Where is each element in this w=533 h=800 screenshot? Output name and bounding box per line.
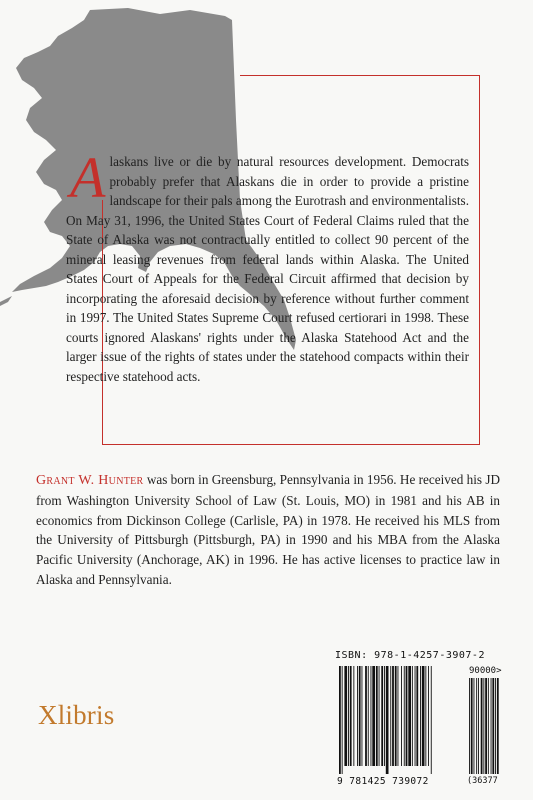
- barcode-bar: [401, 666, 402, 766]
- barcode-bar: [428, 666, 429, 766]
- barcode-addon-bar: [495, 678, 496, 774]
- barcode-bar: [353, 666, 354, 766]
- barcode-bar: [339, 666, 341, 774]
- publisher-name: Xlibris: [38, 700, 115, 730]
- barcode-bar: [416, 666, 418, 766]
- blurb-text: laskans live or die by natural resources development. Democrats probably prefer that Alaskans die in order to provide a pristine landscape for their pals among the Eurotrash and environmentalists. On May 31, 1996, the United States Court of Federal Claims ruled that the State of Alaska was not contractually entitled to collect 90 percent of the mineral leasing revenues from federal lands within Alaska. The United States Court of Appeals for the Federal Circuit affirmed that decision by incorporating the aforesaid decision by reference without further comment in 1997. The United States Supreme Court refused certiorari in 1998. These courts ignored Alaskans' rights under the Alaska Statehood Act and the larger issue of the rights of states under the statehood compacts within their respective statehood acts.: [66, 154, 469, 384]
- barcode-addon-bar: [474, 678, 475, 774]
- barcode-bar: [379, 666, 380, 766]
- barcode-addon-digits: (36377: [467, 776, 498, 786]
- author-bio: [36, 470, 500, 590]
- drop-cap: A: [70, 145, 106, 210]
- barcode-bar: [348, 666, 349, 766]
- barcode-addon-bar: [492, 678, 494, 774]
- barcode-bar: [359, 666, 361, 766]
- barcode-bar: [406, 666, 408, 766]
- barcode-addon-bar: [471, 678, 473, 774]
- barcode-bar: [342, 666, 343, 774]
- barcode-addon-bar: [476, 678, 477, 774]
- barcode-bar: [390, 666, 391, 766]
- barcode-bar: [425, 666, 426, 766]
- publisher-logo: [38, 700, 148, 736]
- barcode-bar: [362, 666, 363, 766]
- barcode-bar: [431, 666, 432, 774]
- barcode-addon-bar: [491, 678, 492, 774]
- barcode-bar: [357, 666, 358, 766]
- barcode-bar: [365, 666, 367, 766]
- barcode-bar: [372, 666, 375, 766]
- barcode-addon-bar: [481, 678, 483, 774]
- back-cover-blurb: [66, 145, 469, 386]
- barcode-bar: [422, 666, 425, 766]
- barcode-addon-bar: [488, 678, 489, 774]
- barcode-bar: [415, 666, 416, 766]
- barcode-bar: [344, 666, 347, 766]
- barcode-bar: [395, 666, 397, 766]
- bio-text: was born in Greensburg, Pennsylvania in 1956. He received his JD from Washington University School of Law (St. Louis, MO) in 1981 and his AB in economics from Dickinson College (Carlisle, PA) in 1978. He received his MLS from the University of Pittsburgh (Pittsburgh, PA) in 1990 and his MBA from the Alaska Pacific University (Anchorage, AK) in 1996. He has active licenses to practice law in Alaska and Pennsylvania.: [36, 472, 500, 587]
- barcode-addon-bar: [478, 678, 479, 774]
- barcode-bar: [350, 666, 352, 766]
- barcode-bar: [392, 666, 394, 766]
- barcode-bar: [368, 666, 369, 766]
- barcode-addon: 90000>: [469, 666, 502, 676]
- barcode-bar: [386, 666, 389, 774]
- barcode-bar: [404, 666, 405, 766]
- isbn-barcode: [335, 650, 510, 790]
- barcode-addon-bar: [469, 678, 470, 774]
- barcode-bar: [371, 666, 372, 766]
- author-name: Grant W. Hunter: [36, 473, 144, 488]
- barcode-bar: [408, 666, 411, 766]
- barcode-bar: [398, 666, 399, 766]
- barcode-digits: 9 781425 739072: [337, 776, 429, 787]
- isbn-label: ISBN: 978-1-4257-3907-2: [335, 650, 485, 661]
- barcode-bar: [376, 666, 378, 766]
- barcode-bar: [412, 666, 413, 766]
- barcode-bars: [335, 664, 510, 779]
- barcode-addon-bar: [497, 678, 499, 774]
- barcode-bar: [381, 666, 383, 766]
- barcode-bar: [420, 666, 421, 766]
- barcode-bar: [384, 666, 385, 766]
- barcode-addon-bar: [483, 678, 484, 774]
- barcode-addon-bar: [485, 678, 487, 774]
